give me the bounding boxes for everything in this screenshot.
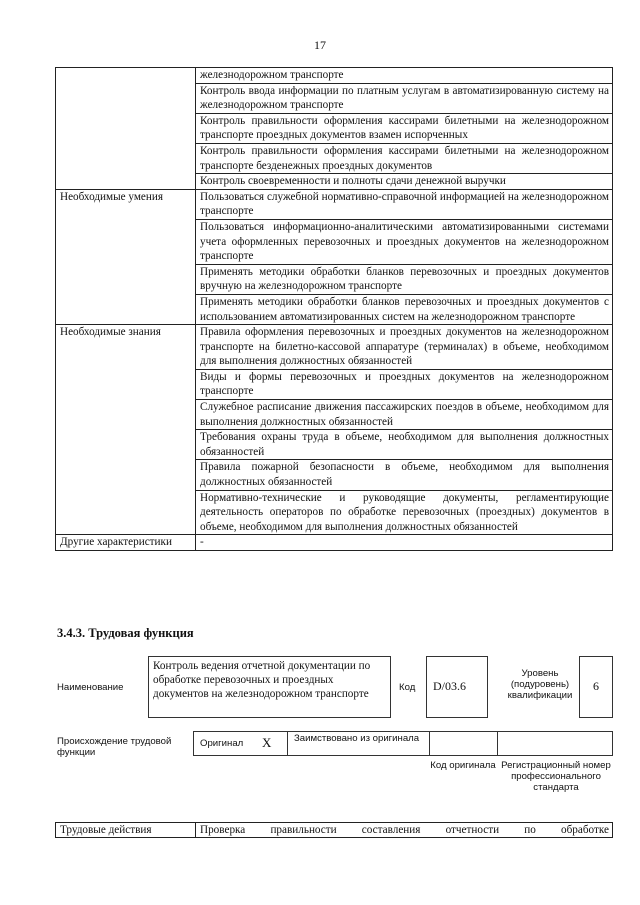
row-text: Контроль ввода информации по платным услугам в автоматизированную систему на железнодорожном транспорте: [196, 83, 613, 113]
row-text: Применять методики обработки бланков перевозочных и проездных документов с использованием автоматизированных систем на железнодорожном транспорте: [196, 294, 613, 324]
row-text: Служебное расписание движения пассажирских поездов в объеме, необходимом для выполнения должностных обязанностей: [196, 400, 613, 430]
table-row: [56, 823, 613, 838]
borrowed-cell: [288, 732, 430, 755]
table-row: [56, 325, 613, 370]
row-text: Правила пожарной безопасности в объеме, необходимом для выполнения должностных обязанностей: [196, 460, 613, 490]
code-orig-label: Код оригинала: [430, 760, 496, 771]
code-orig-cell: [430, 732, 498, 755]
code-label: Код: [399, 682, 416, 693]
row-label: Другие характеристики: [56, 535, 196, 551]
row-text: Пользоваться информационно-аналитическими автоматизированными системами учета оформленных перевозочных и проездных документов на железнодорожном транспорте: [196, 219, 613, 264]
origin-label: Происхождение трудовой функции: [57, 736, 172, 758]
original-cell: [194, 732, 288, 755]
borrowed-label: Заимствовано из оригинала: [294, 733, 420, 744]
row-label: Необходимые знания: [56, 325, 196, 535]
level-label: Уровень (подуровень) квалификации: [507, 668, 573, 701]
row-text: Пользоваться служебной нормативно-справочной информацией на железнодорожном транспорте: [196, 189, 613, 219]
section-title: 3.4.3. Трудовая функция: [57, 626, 194, 640]
row-label: [56, 68, 196, 190]
table-row: [56, 68, 613, 84]
row-text: железнодорожном транспорте: [196, 68, 613, 84]
row-label: Трудовые действия: [56, 823, 196, 838]
row-text: Контроль своевременности и полноты сдачи денежной выручки: [196, 174, 613, 190]
origin-row: [193, 731, 613, 756]
labor-actions-table: [55, 822, 613, 838]
row-text: -: [196, 535, 613, 551]
requirements-table: [55, 67, 613, 551]
row-text: Нормативно-технические и руководящие документы, регламентирующие деятельность операторов по обработке перевозочных (проездных) документов в объеме, необходимом для выполнения должностных обязанностей: [196, 490, 613, 535]
level-value-box: 6: [579, 656, 613, 718]
table-row: [56, 189, 613, 219]
row-text: Проверка правильности составления отчетности по обработке: [196, 823, 613, 838]
page-number: 17: [314, 38, 326, 52]
reg-num-label: Регистрационный номер профессионального стандарта: [501, 760, 611, 793]
original-label: Оригинал: [200, 738, 244, 749]
code-value-box: D/03.6: [426, 656, 488, 718]
row-text: Контроль правильности оформления кассирами билетными на железнодорожном транспорте безденежных проездных документов: [196, 143, 613, 173]
reg-num-cell: [498, 732, 612, 755]
function-name-box: Контроль ведения отчетной документации по обработке перевозочных и проездных документов на железнодорожном транспорте: [148, 656, 391, 718]
row-text: Виды и формы перевозочных и проездных документов на железнодорожном транспорте: [196, 369, 613, 399]
original-mark: X: [262, 735, 272, 750]
row-text: Правила оформления перевозочных и проездных документов на железнодорожном транспорте на билетно-кассовой аппаратуре (терминалах) в объеме, необходимом для выполнения должностных обязанностей: [196, 325, 613, 370]
name-label: Наименование: [57, 682, 124, 693]
row-text: Применять методики обработки бланков перевозочных и проездных документов вручную на железнодорожном транспорте: [196, 264, 613, 294]
row-label: Необходимые умения: [56, 189, 196, 324]
row-text: Контроль правильности оформления кассирами билетными на железнодорожном транспорте проездных документов взамен испорченных: [196, 113, 613, 143]
row-text: Требования охраны труда в объеме, необходимом для выполнения должностных обязанностей: [196, 430, 613, 460]
table-row: [56, 535, 613, 551]
